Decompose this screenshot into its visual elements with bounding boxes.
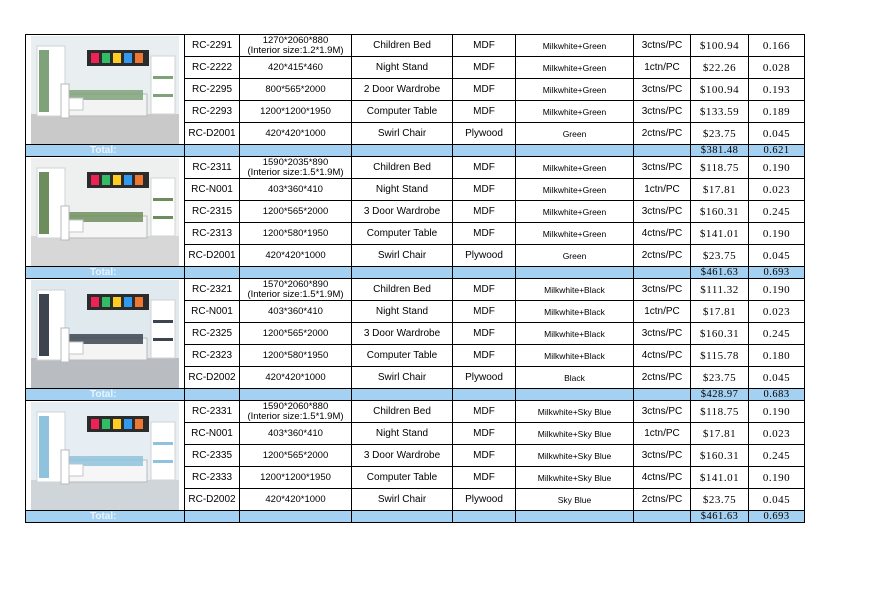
item-name: Children Bed (352, 279, 453, 301)
color: Black (516, 367, 634, 389)
total-empty-cell (453, 389, 516, 401)
floor (31, 236, 179, 266)
dimensions: 1590*2060*880 (262, 400, 329, 412)
bookshelf-shelf (153, 320, 173, 323)
product-size (240, 179, 352, 201)
wall-sign-letter (102, 175, 110, 185)
floor (31, 358, 179, 388)
total-empty-cell (516, 267, 634, 279)
item-name: Children Bed (352, 401, 453, 423)
dimensions: 403*360*410 (268, 183, 323, 195)
unit-price: $160.31 (691, 445, 749, 467)
product-size (240, 489, 352, 511)
color: Milkwhite+Green (516, 157, 634, 179)
total-empty-cell (240, 511, 352, 523)
cbm-volume: 0.180 (749, 345, 805, 367)
material: MDF (453, 79, 516, 101)
dimensions: 420*420*1000 (265, 493, 326, 505)
color: Milkwhite+Green (516, 223, 634, 245)
product-size (240, 157, 352, 179)
product-code: RC-2291 (185, 35, 240, 57)
total-empty-cell (352, 389, 453, 401)
cbm-volume: 0.028 (749, 57, 805, 79)
cbm-volume: 0.245 (749, 201, 805, 223)
material: MDF (453, 223, 516, 245)
cbm-volume: 0.190 (749, 401, 805, 423)
night-stand (69, 220, 83, 232)
product-code: RC-2222 (185, 57, 240, 79)
interior-size: (Interior size:1.5*1.9M) (247, 166, 344, 178)
headboard (61, 84, 69, 118)
product-code: RC-2315 (185, 201, 240, 223)
cbm-volume: 0.245 (749, 445, 805, 467)
product-code: RC-2311 (185, 157, 240, 179)
product-code: RC-2293 (185, 101, 240, 123)
product-size (240, 345, 352, 367)
wall-sign-letter (135, 175, 143, 185)
cbm-volume: 0.190 (749, 279, 805, 301)
dimensions: 800*565*2000 (265, 83, 326, 95)
total-cbm: 0.621 (749, 145, 805, 157)
unit-price: $141.01 (691, 467, 749, 489)
total-empty-cell (185, 511, 240, 523)
color: Milkwhite+Black (516, 279, 634, 301)
packing: 3ctns/PC (634, 445, 691, 467)
table-row (26, 157, 805, 179)
item-name: 3 Door Wardrobe (352, 445, 453, 467)
packing: 2ctns/PC (634, 489, 691, 511)
product-size (240, 201, 352, 223)
bookshelf (151, 178, 175, 236)
item-name: Night Stand (352, 301, 453, 323)
night-stand (69, 464, 83, 476)
wall-sign-letter (102, 53, 110, 63)
total-empty-cell (453, 511, 516, 523)
total-price: $461.63 (691, 511, 749, 523)
bookshelf (151, 56, 175, 114)
unit-price: $133.59 (691, 101, 749, 123)
color: Milkwhite+Green (516, 35, 634, 57)
packing: 1ctn/PC (634, 179, 691, 201)
interior-size: (Interior size:1.5*1.9M) (247, 410, 344, 422)
material: MDF (453, 345, 516, 367)
cbm-volume: 0.023 (749, 423, 805, 445)
color: Milkwhite+Black (516, 323, 634, 345)
material: MDF (453, 323, 516, 345)
product-code: RC-2335 (185, 445, 240, 467)
product-code: RC-N001 (185, 179, 240, 201)
product-size (240, 245, 352, 267)
bookshelf-shelf (153, 94, 173, 97)
color: Milkwhite+Green (516, 201, 634, 223)
unit-price: $23.75 (691, 123, 749, 145)
total-row (26, 389, 805, 401)
material: MDF (453, 179, 516, 201)
dimensions: 420*420*1000 (265, 127, 326, 139)
cbm-volume: 0.190 (749, 223, 805, 245)
total-label: Total: (26, 389, 185, 401)
color: Green (516, 245, 634, 267)
cbm-volume: 0.045 (749, 367, 805, 389)
cbm-volume: 0.023 (749, 179, 805, 201)
packing: 2ctns/PC (634, 245, 691, 267)
product-size (240, 79, 352, 101)
item-name: Computer Table (352, 101, 453, 123)
item-name: Night Stand (352, 57, 453, 79)
packing: 3ctns/PC (634, 401, 691, 423)
color: Milkwhite+Green (516, 101, 634, 123)
dimensions: 1200*1200*1950 (260, 105, 331, 117)
total-price: $461.63 (691, 267, 749, 279)
product-code: RC-D2001 (185, 245, 240, 267)
wardrobe-accent (39, 416, 49, 478)
unit-price: $23.75 (691, 245, 749, 267)
wall-sign-letter (91, 175, 99, 185)
dimensions: 420*420*1000 (265, 371, 326, 383)
wall-sign-letter (135, 297, 143, 307)
color: Milkwhite+Sky Blue (516, 445, 634, 467)
cbm-volume: 0.245 (749, 323, 805, 345)
total-empty-cell (634, 511, 691, 523)
wall-sign-letter (124, 53, 132, 63)
material: MDF (453, 157, 516, 179)
total-row (26, 511, 805, 523)
color: Milkwhite+Black (516, 345, 634, 367)
unit-price: $160.31 (691, 201, 749, 223)
product-code: RC-2331 (185, 401, 240, 423)
product-code: RC-N001 (185, 301, 240, 323)
product-code: RC-D2001 (185, 123, 240, 145)
cbm-volume: 0.023 (749, 301, 805, 323)
table-row (26, 401, 805, 423)
total-price: $428.97 (691, 389, 749, 401)
dimensions: 403*360*410 (268, 305, 323, 317)
total-empty-cell (516, 511, 634, 523)
total-row (26, 267, 805, 279)
item-name: Computer Table (352, 467, 453, 489)
product-size (240, 323, 352, 345)
total-empty-cell (352, 511, 453, 523)
item-name: Children Bed (352, 35, 453, 57)
wall-sign-letter (91, 419, 99, 429)
unit-price: $111.32 (691, 279, 749, 301)
total-empty-cell (240, 145, 352, 157)
color: Milkwhite+Green (516, 179, 634, 201)
packing: 1ctn/PC (634, 423, 691, 445)
product-photo-cell (26, 157, 185, 267)
cbm-volume: 0.045 (749, 245, 805, 267)
unit-price: $115.78 (691, 345, 749, 367)
total-empty-cell (634, 267, 691, 279)
material: MDF (453, 101, 516, 123)
wardrobe-accent (39, 50, 49, 112)
cbm-volume: 0.166 (749, 35, 805, 57)
material: Plywood (453, 245, 516, 267)
product-photo-cell (26, 279, 185, 389)
material: MDF (453, 35, 516, 57)
product-photo (31, 36, 179, 144)
cbm-volume: 0.045 (749, 123, 805, 145)
bookshelf-shelf (153, 442, 173, 445)
item-name: Swirl Chair (352, 367, 453, 389)
table-row (26, 35, 805, 57)
wall-sign-letter (113, 175, 121, 185)
dimensions: 403*360*410 (268, 427, 323, 439)
night-stand (69, 342, 83, 354)
material: MDF (453, 301, 516, 323)
total-cbm: 0.693 (749, 267, 805, 279)
material: MDF (453, 401, 516, 423)
total-empty-cell (453, 267, 516, 279)
product-photo (31, 402, 179, 510)
wall-sign-letter (113, 297, 121, 307)
wall-sign-letter (135, 419, 143, 429)
packing: 3ctns/PC (634, 323, 691, 345)
wall-sign-letter (91, 53, 99, 63)
item-name: Computer Table (352, 223, 453, 245)
interior-size: (Interior size:1.5*1.9M) (247, 288, 344, 300)
bookshelf (151, 300, 175, 358)
cbm-volume: 0.189 (749, 101, 805, 123)
color: Milkwhite+Sky Blue (516, 467, 634, 489)
total-empty-cell (516, 389, 634, 401)
product-code: RC-2321 (185, 279, 240, 301)
bookshelf-shelf (153, 338, 173, 341)
material: MDF (453, 423, 516, 445)
item-name: Night Stand (352, 179, 453, 201)
product-size (240, 301, 352, 323)
product-size (240, 101, 352, 123)
product-code: RC-2295 (185, 79, 240, 101)
material: MDF (453, 57, 516, 79)
total-price: $381.48 (691, 145, 749, 157)
unit-price: $17.81 (691, 423, 749, 445)
item-name: Swirl Chair (352, 245, 453, 267)
headboard (61, 328, 69, 362)
night-stand (69, 98, 83, 110)
product-code: RC-2325 (185, 323, 240, 345)
product-code: RC-2313 (185, 223, 240, 245)
unit-price: $160.31 (691, 323, 749, 345)
total-empty-cell (453, 145, 516, 157)
material: MDF (453, 467, 516, 489)
table-row (26, 279, 805, 301)
total-cbm: 0.683 (749, 389, 805, 401)
price-list-table (25, 34, 805, 523)
cbm-volume: 0.045 (749, 489, 805, 511)
packing: 4ctns/PC (634, 467, 691, 489)
total-empty-cell (352, 145, 453, 157)
wardrobe-accent (39, 294, 49, 356)
material: Plywood (453, 489, 516, 511)
product-size (240, 423, 352, 445)
bookshelf (151, 422, 175, 480)
total-label: Total: (26, 267, 185, 279)
headboard (61, 206, 69, 240)
packing: 2ctns/PC (634, 123, 691, 145)
product-size (240, 35, 352, 57)
wall-sign-letter (91, 297, 99, 307)
item-name: Swirl Chair (352, 123, 453, 145)
dimensions: 1590*2035*890 (262, 156, 329, 168)
color: Milkwhite+Green (516, 57, 634, 79)
total-empty-cell (185, 267, 240, 279)
unit-price: $17.81 (691, 301, 749, 323)
product-size (240, 467, 352, 489)
floor (31, 480, 179, 510)
bookshelf-shelf (153, 216, 173, 219)
bookshelf-shelf (153, 76, 173, 79)
product-photo (31, 280, 179, 388)
dimensions: 420*415*460 (268, 61, 323, 73)
bookshelf-shelf (153, 460, 173, 463)
bookshelf-shelf (153, 198, 173, 201)
wardrobe-accent (39, 172, 49, 234)
unit-price: $22.26 (691, 57, 749, 79)
packing: 4ctns/PC (634, 345, 691, 367)
total-cbm: 0.693 (749, 511, 805, 523)
color: Sky Blue (516, 489, 634, 511)
packing: 3ctns/PC (634, 279, 691, 301)
material: MDF (453, 201, 516, 223)
unit-price: $118.75 (691, 401, 749, 423)
unit-price: $100.94 (691, 79, 749, 101)
product-size (240, 123, 352, 145)
product-photo-cell (26, 401, 185, 511)
item-name: 3 Door Wardrobe (352, 201, 453, 223)
material: Plywood (453, 123, 516, 145)
color: Green (516, 123, 634, 145)
dimensions: 1270*2060*880 (262, 34, 329, 46)
product-code: RC-N001 (185, 423, 240, 445)
unit-price: $23.75 (691, 489, 749, 511)
product-size (240, 401, 352, 423)
dimensions: 1200*580*1950 (262, 227, 329, 239)
packing: 2ctns/PC (634, 367, 691, 389)
dimensions: 1200*565*2000 (262, 327, 329, 339)
wall-sign-letter (135, 53, 143, 63)
product-photo-cell (26, 35, 185, 145)
product-code: RC-2333 (185, 467, 240, 489)
product-code: RC-2323 (185, 345, 240, 367)
product-size (240, 223, 352, 245)
product-size (240, 445, 352, 467)
interior-size: (Interior size:1.2*1.9M) (247, 44, 344, 56)
packing: 4ctns/PC (634, 223, 691, 245)
wall-sign-letter (124, 419, 132, 429)
total-label: Total: (26, 145, 185, 157)
color: Milkwhite+Green (516, 79, 634, 101)
color: Milkwhite+Black (516, 301, 634, 323)
dimensions: 1200*1200*1950 (260, 471, 331, 483)
total-row (26, 145, 805, 157)
headboard (61, 450, 69, 484)
unit-price: $100.94 (691, 35, 749, 57)
product-size (240, 279, 352, 301)
packing: 3ctns/PC (634, 157, 691, 179)
wall-sign-letter (124, 175, 132, 185)
product-code: RC-D2002 (185, 489, 240, 511)
unit-price: $23.75 (691, 367, 749, 389)
dimensions: 1200*565*2000 (262, 449, 329, 461)
dimensions: 1200*565*2000 (262, 205, 329, 217)
packing: 3ctns/PC (634, 35, 691, 57)
total-empty-cell (634, 389, 691, 401)
unit-price: $118.75 (691, 157, 749, 179)
packing: 3ctns/PC (634, 101, 691, 123)
unit-price: $141.01 (691, 223, 749, 245)
packing: 1ctn/PC (634, 57, 691, 79)
wall-sign-letter (124, 297, 132, 307)
wall-sign-letter (113, 419, 121, 429)
total-empty-cell (240, 389, 352, 401)
total-label: Total: (26, 511, 185, 523)
total-empty-cell (634, 145, 691, 157)
cbm-volume: 0.190 (749, 467, 805, 489)
item-name: Computer Table (352, 345, 453, 367)
packing: 3ctns/PC (634, 79, 691, 101)
floor (31, 114, 179, 144)
total-empty-cell (185, 145, 240, 157)
item-name: 3 Door Wardrobe (352, 323, 453, 345)
material: Plywood (453, 367, 516, 389)
material: MDF (453, 445, 516, 467)
packing: 1ctn/PC (634, 301, 691, 323)
cbm-volume: 0.190 (749, 157, 805, 179)
item-name: Children Bed (352, 157, 453, 179)
dimensions: 420*420*1000 (265, 249, 326, 261)
product-size (240, 57, 352, 79)
item-name: Swirl Chair (352, 489, 453, 511)
color: Milkwhite+Sky Blue (516, 423, 634, 445)
product-size (240, 367, 352, 389)
wall-sign-letter (113, 53, 121, 63)
wall-sign-letter (102, 297, 110, 307)
unit-price: $17.81 (691, 179, 749, 201)
total-empty-cell (185, 389, 240, 401)
total-empty-cell (516, 145, 634, 157)
product-code: RC-D2002 (185, 367, 240, 389)
material: MDF (453, 279, 516, 301)
total-empty-cell (352, 267, 453, 279)
product-photo (31, 158, 179, 266)
dimensions: 1200*580*1950 (262, 349, 329, 361)
packing: 3ctns/PC (634, 201, 691, 223)
item-name: 2 Door Wardrobe (352, 79, 453, 101)
total-empty-cell (240, 267, 352, 279)
dimensions: 1570*2060*890 (262, 278, 329, 290)
color: Milkwhite+Sky Blue (516, 401, 634, 423)
wall-sign-letter (102, 419, 110, 429)
item-name: Night Stand (352, 423, 453, 445)
cbm-volume: 0.193 (749, 79, 805, 101)
